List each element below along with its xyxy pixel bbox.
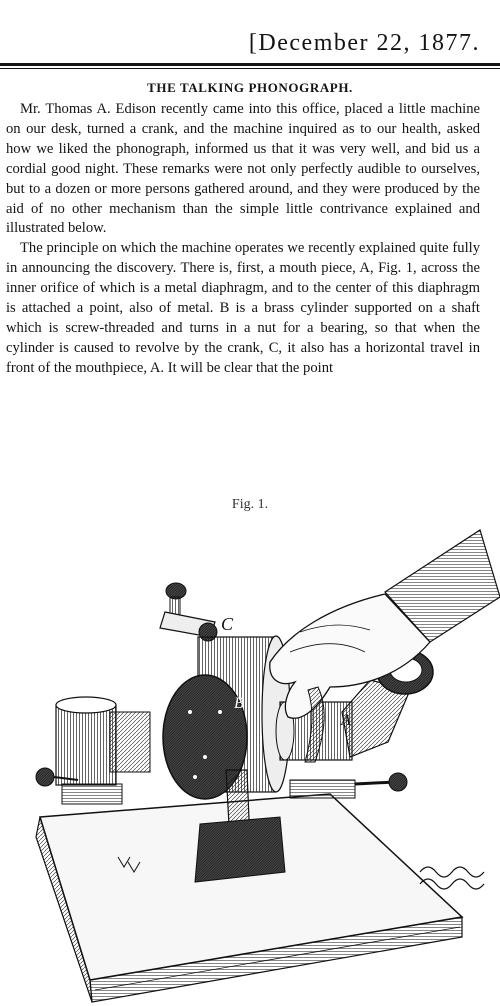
label-c: C: [221, 614, 234, 634]
figure-caption: Fig. 1.: [231, 497, 269, 512]
page-header-date: [December 22, 1877.: [248, 30, 480, 56]
label-a: A: [341, 712, 351, 729]
header-rule-thin: [0, 68, 500, 69]
adjusting-knob: [355, 773, 407, 791]
article-paragraph-2: The principle on which the machine operates we recently explained quite fully in announcing the discovery. There is, first, a mouth piece, A, Fig. 1, across the inner orifice of which is a metal diaphragm, and to the center of this diaphragm is attached a point, also of metal. B is a brass cylinder supported on a shaft which is screw-threaded and turns in a nut for a bearing, so that when the cylinder is caused to revolve by the crank, C, it also has a horizontal travel in front of the mouthpiece, A. It will be clear that the point: [6, 240, 480, 376]
crank-handle: [160, 583, 234, 641]
article-body: [6, 100, 480, 379]
spring: [420, 867, 484, 889]
left-stand: [36, 697, 150, 804]
header-rule-thick: [0, 63, 500, 66]
article-paragraph-1: Mr. Thomas A. Edison recently came into this office, placed a little machine on our desk, turned a crank, and the machine inquired as to our health, asked how we liked the phonograph, informed us that it was very well, and bid us a cordial good night. These remarks were not only perfectly audible to ourselves, but to a dozen or more persons gathered around, and they were produced by the aid of no other mechanism than the simple little contrivance explained and illustrated below.: [6, 101, 480, 237]
label-b: B: [234, 695, 244, 712]
phonograph-engraving: [0, 512, 500, 1006]
article-title: THE TALKING PHONOGRAPH.: [147, 80, 353, 95]
